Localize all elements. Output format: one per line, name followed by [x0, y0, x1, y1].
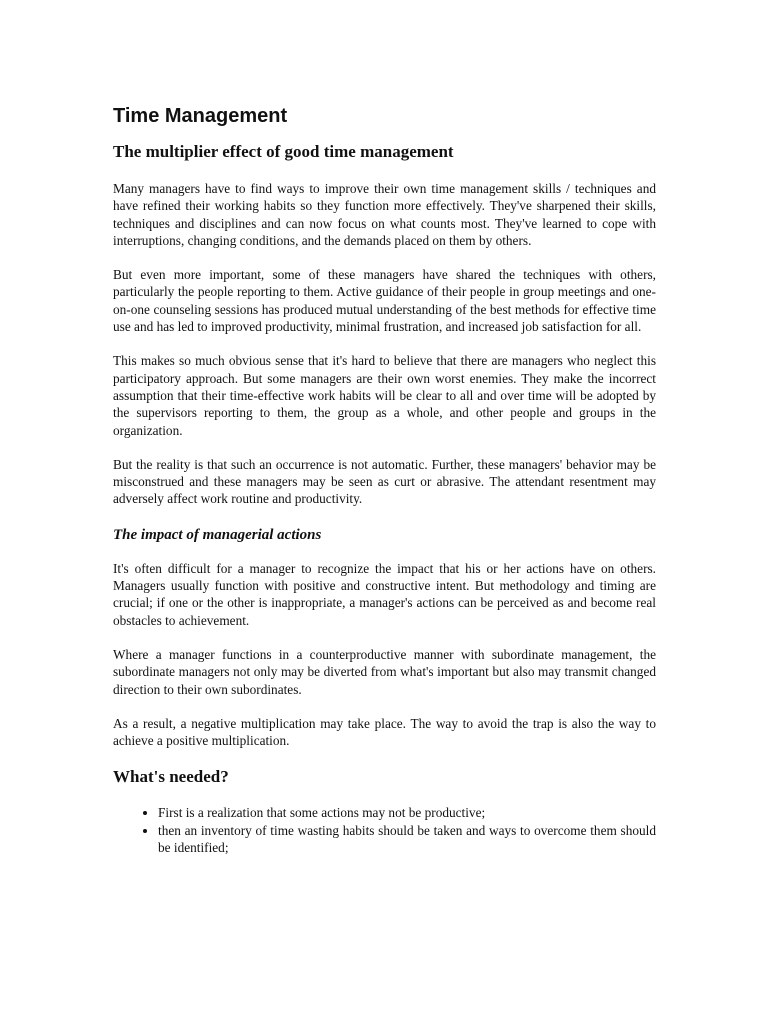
paragraph: But even more important, some of these managers have shared the techniques with others, particularly the people reporting to them. Active guidance of their people in group meetings and one-on-one counseling sessions has produced mutual understanding of the best methods for effective time use and has led to improved productivity, minimal frustration, and increased job satisfaction for all.	[113, 267, 656, 335]
paragraph: Many managers have to find ways to improve their own time management skills / techniques and have refined their working habits so they function more effectively. They've sharpened their skills, techniques and disciplines and can now focus on what counts most. They've learned to cope with interruptions, changing conditions, and the demands placed on them by others.	[113, 181, 656, 248]
section-heading-needed: What's needed?	[113, 767, 229, 787]
document-title: Time Management	[113, 105, 288, 127]
list-item: • then an inventory of time wasting habits should be taken and ways to overcome them should be identified;	[158, 822, 656, 857]
paragraph: It's often difficult for a manager to recognize the impact that his or her actions have on others. Managers usually function with positive and constructive intent. But methodology and timing are crucial; if one or the other is inappropriate, a manager's actions can be perceived as and become real obstacles to achievement.	[113, 560, 656, 628]
document-subtitle: The multiplier effect of good time management	[113, 142, 454, 161]
paragraph: This makes so much obvious sense that it's hard to believe that there are managers who neglect this participatory approach. But some managers are their own worst enemies. They make the incorrect assumption that their time-effective work habits will be clear to all and over time will be adopted by the supervisors reporting to them, the group as a whole, and other people and groups in the organization.	[113, 353, 656, 438]
bullet-list	[113, 804, 656, 856]
section-heading-impact: The impact of managerial actions	[113, 526, 322, 543]
paragraph: But the reality is that such an occurrence is not automatic. Further, these managers' behavior may be misconstrued and these managers may be seen as curt or abrasive. The attendant resentment may adversely affect work routine and productivity.	[113, 456, 656, 507]
paragraph: As a result, a negative multiplication may take place. The way to avoid the trap is also the way to achieve a positive multiplication.	[113, 715, 656, 749]
list-item: • First is a realization that some actions may not be productive;	[158, 804, 656, 821]
paragraph: Where a manager functions in a counterproductive manner with subordinate management, the subordinate managers not only may be diverted from what's important but also may transmit changed direction to their own subordinates.	[113, 646, 656, 697]
